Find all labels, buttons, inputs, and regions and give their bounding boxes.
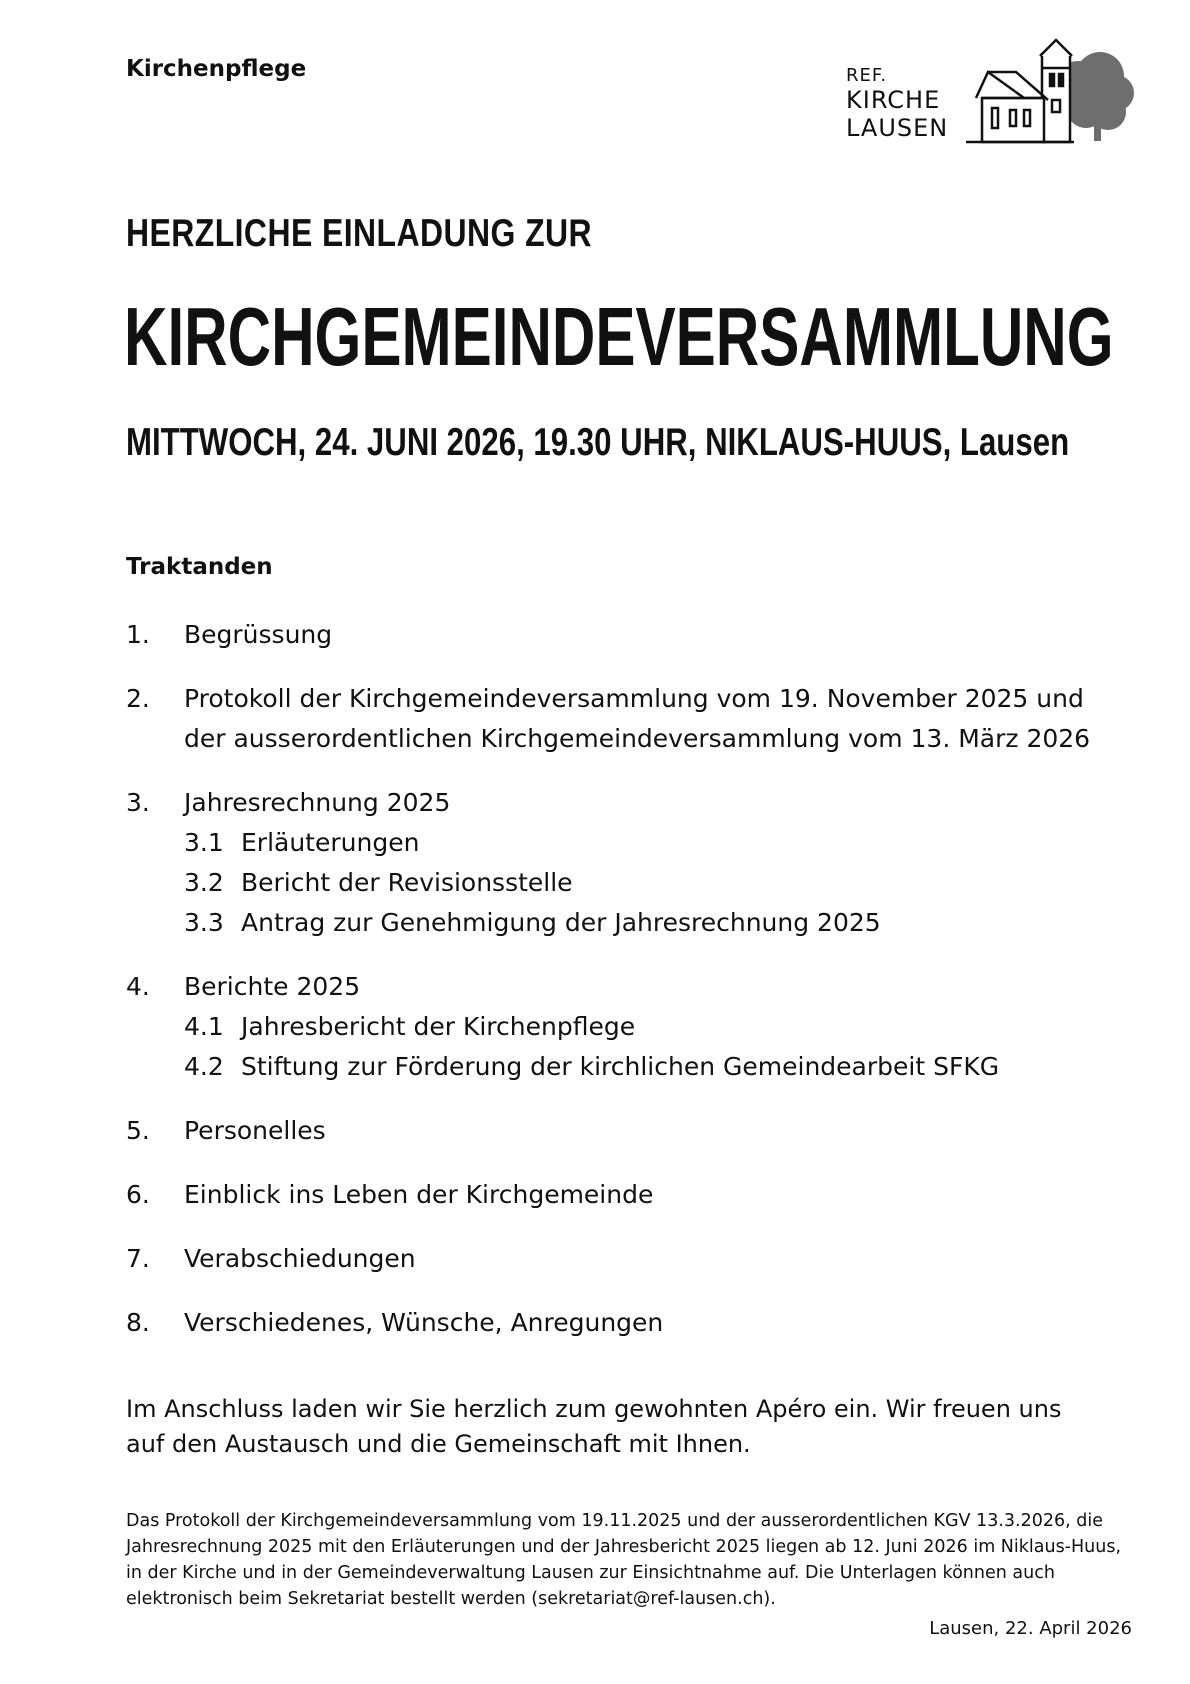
agenda-item-number: 7. — [126, 1244, 150, 1273]
agenda-item-text: Verabschiedungen — [184, 1244, 416, 1273]
logo-line-kirche: KIRCHE — [846, 86, 941, 114]
agenda-item — [126, 679, 1126, 759]
agenda-item-number: 3. — [126, 788, 150, 817]
agenda-item — [126, 967, 1126, 1087]
agenda-subitem-text: Bericht der Revisionsstelle — [241, 868, 573, 897]
church-illustration-icon — [958, 38, 1136, 153]
agenda-subitem — [184, 823, 1126, 863]
agenda-item — [126, 1303, 1126, 1343]
agenda-subitem-number: 3.3 — [184, 908, 224, 937]
agenda-item-text: Begrüssung — [184, 620, 333, 649]
agenda-subitem-text: Erläuterungen — [241, 828, 420, 857]
department-label: Kirchenpflege — [126, 56, 307, 82]
logo-text — [846, 66, 964, 142]
agenda-subitem-text: Stiftung zur Förderung der kirchlichen Gemeindearbeit SFKG — [241, 1052, 1000, 1081]
agenda-item — [126, 615, 1126, 655]
agenda-item-number: 8. — [126, 1308, 150, 1337]
agenda-item-number: 6. — [126, 1180, 150, 1209]
agenda-subitem — [184, 863, 1126, 903]
agenda-subitem-number: 4.2 — [184, 1052, 224, 1081]
agenda-subitem-number: 4.1 — [184, 1012, 224, 1041]
agenda-item-text: Personelles — [184, 1116, 326, 1145]
agenda-subitem — [184, 1007, 1126, 1047]
footnote-paragraph: Das Protokoll der Kirchgemeindeversammlung vom 19.11.2025 und der ausserordentlichen KGV 13.3.2026, die Jahresrechnung 2025 mit den Erläuterungen und der Jahresbericht 2025 liegen ab 12. Juni 2026 im Niklaus-Huus, in der Kirche und in der Gemeindeverwaltung Lausen zur Einsichtnahme auf. Die Unterlagen können auch elektronisch beim Sekretariat bestellt werden (sekretariat@ref-lausen.ch). — [126, 1511, 1122, 1609]
agenda-item-text: Einblick ins Leben der Kirchgemeinde — [184, 1180, 654, 1209]
agenda-subitem — [184, 903, 1126, 943]
logo-line-ref: REF. — [846, 65, 888, 86]
agenda-subitem-text: Antrag zur Genehmigung der Jahresrechnung 2025 — [241, 908, 881, 937]
agenda-subitem-number: 3.2 — [184, 868, 224, 897]
closing-paragraph: Im Anschluss laden wir Sie herzlich zum gewohnten Apéro ein. Wir freuen uns auf den Austausch und die Gemeinschaft mit Ihnen. — [126, 1395, 1062, 1458]
agenda-item-number: 2. — [126, 684, 150, 713]
agenda-list — [126, 615, 1126, 1367]
church-logo — [846, 38, 1136, 153]
agenda-item — [126, 783, 1126, 943]
agenda-item — [126, 1239, 1126, 1279]
dateline: Lausen, 22. April 2026 — [929, 1618, 1132, 1639]
logo-line-lausen: LAUSEN — [846, 114, 949, 142]
agenda-item — [126, 1175, 1126, 1215]
agenda-item-text: Verschiedenes, Wünsche, Anregungen — [184, 1308, 664, 1337]
agenda-item-text: Protokoll der Kirchgemeindeversammlung vom 19. November 2025 und der ausserordentlichen Kirchgemeindeversammlung vom 13. März 2026 — [184, 684, 1091, 753]
agenda-item-number: 5. — [126, 1116, 150, 1145]
invitation-intro: HERZLICHE EINLADUNG ZUR — [126, 212, 593, 255]
event-date-location: MITTWOCH, 24. JUNI 2026, 19.30 UHR, NIKLAUS-HUUS, Lausen — [126, 421, 1070, 464]
agenda-item-text: Berichte 2025 — [184, 972, 361, 1001]
agenda-heading: Traktanden — [126, 554, 273, 580]
agenda-subitem — [184, 1047, 1126, 1087]
agenda-item-number: 4. — [126, 972, 150, 1001]
agenda-subitem-text: Jahresbericht der Kirchenpflege — [241, 1012, 636, 1041]
agenda-item-text: Jahresrechnung 2025 — [184, 788, 451, 817]
event-title: KIRCHGEMEINDEVERSAMMLUNG — [124, 290, 1114, 383]
agenda-subitem-number: 3.1 — [184, 828, 224, 857]
agenda-item — [126, 1111, 1126, 1151]
agenda-item-number: 1. — [126, 620, 150, 649]
